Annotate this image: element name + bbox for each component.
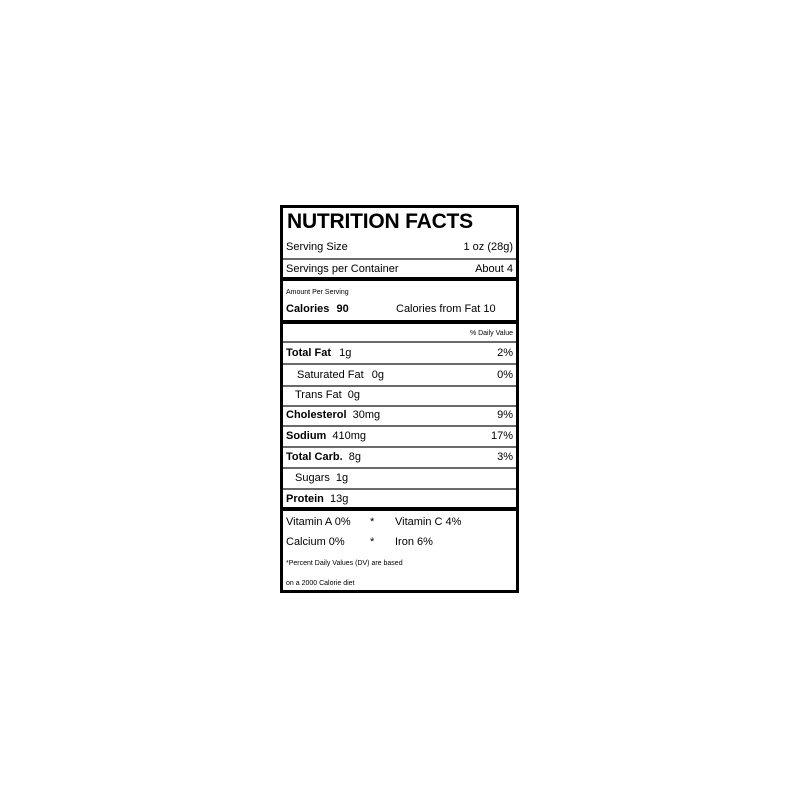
nutrient-label: Total Fat [286, 347, 332, 359]
calories-label: Calories [286, 303, 330, 315]
thick-divider [283, 507, 516, 511]
nutrient-amount: 13g [329, 493, 349, 505]
nutrient-dv: 2% [497, 347, 513, 359]
nutrient-row-sodium [286, 430, 513, 442]
nutrient-dv: 17% [490, 430, 513, 442]
nutrient-row-total-fat [286, 347, 513, 359]
nutrient-label: Saturated Fat [297, 369, 364, 381]
divider [283, 467, 516, 469]
nutrient-label: Sugars [295, 472, 330, 484]
calcium: Calcium 0% [286, 536, 345, 548]
nutrient-dv: 0% [497, 369, 513, 381]
serving-size-value: 1 oz (28g) [463, 241, 513, 253]
vitamin-c: Vitamin C 4% [395, 516, 462, 528]
nutrient-amount: 1g [335, 472, 349, 484]
nutrient-label: Protein [286, 493, 324, 505]
serving-size-row [286, 241, 513, 253]
nutrient-row-protein [286, 493, 513, 505]
nutrition-facts-label [280, 205, 519, 593]
nutrient-amount: 1g [339, 347, 352, 359]
divider [283, 446, 516, 448]
nutrient-row-sugars [295, 472, 513, 484]
servings-per-container-row [286, 263, 513, 275]
divider [283, 258, 516, 260]
servings-per-container-value: About 4 [475, 263, 513, 275]
separator-star: * [370, 536, 375, 548]
footnote-line-2: on a 2000 Calorie diet [286, 580, 355, 587]
nutrient-amount: 0g [347, 389, 360, 401]
divider [283, 488, 516, 490]
calories-value: 90 [336, 303, 349, 315]
label-title: NUTRITION FACTS [287, 210, 473, 233]
footnote-line-1: *Percent Daily Values (DV) are based [286, 560, 403, 567]
divider [283, 405, 516, 407]
nutrient-label: Total Carb. [286, 451, 343, 463]
nutrient-label: Trans Fat [295, 389, 342, 401]
nutrient-amount: 410mg [332, 430, 367, 442]
calories-row [286, 303, 513, 315]
vitamin-a: Vitamin A 0% [286, 516, 351, 528]
nutrient-label: Sodium [286, 430, 327, 442]
nutrient-amount: 30mg [352, 409, 381, 421]
divider [283, 341, 516, 343]
nutrient-dv: 9% [497, 409, 513, 421]
nutrient-row-total-carb [286, 451, 513, 463]
vitamin-row-2 [286, 536, 513, 548]
amount-per-serving: Amount Per Serving [286, 289, 349, 296]
divider [283, 425, 516, 427]
nutrient-amount: 8g [348, 451, 361, 463]
divider [283, 385, 516, 387]
serving-size-label: Serving Size [286, 241, 348, 253]
servings-per-container-label: Servings per Container [286, 263, 399, 275]
nutrient-row-trans-fat [295, 389, 513, 401]
iron: Iron 6% [395, 536, 433, 548]
calories-from-fat: Calories from Fat 10 [396, 303, 496, 315]
vitamin-row-1 [286, 516, 513, 528]
divider [283, 363, 516, 365]
thick-divider [283, 320, 516, 324]
nutrient-label: Cholesterol [286, 409, 347, 421]
daily-value-header: % Daily Value [469, 330, 513, 337]
nutrient-dv: 3% [497, 451, 513, 463]
nutrient-amount: 0g [371, 369, 384, 381]
nutrient-row-saturated-fat [297, 369, 513, 381]
separator-star: * [370, 516, 375, 528]
nutrient-row-cholesterol [286, 409, 513, 421]
thick-divider [283, 277, 516, 281]
